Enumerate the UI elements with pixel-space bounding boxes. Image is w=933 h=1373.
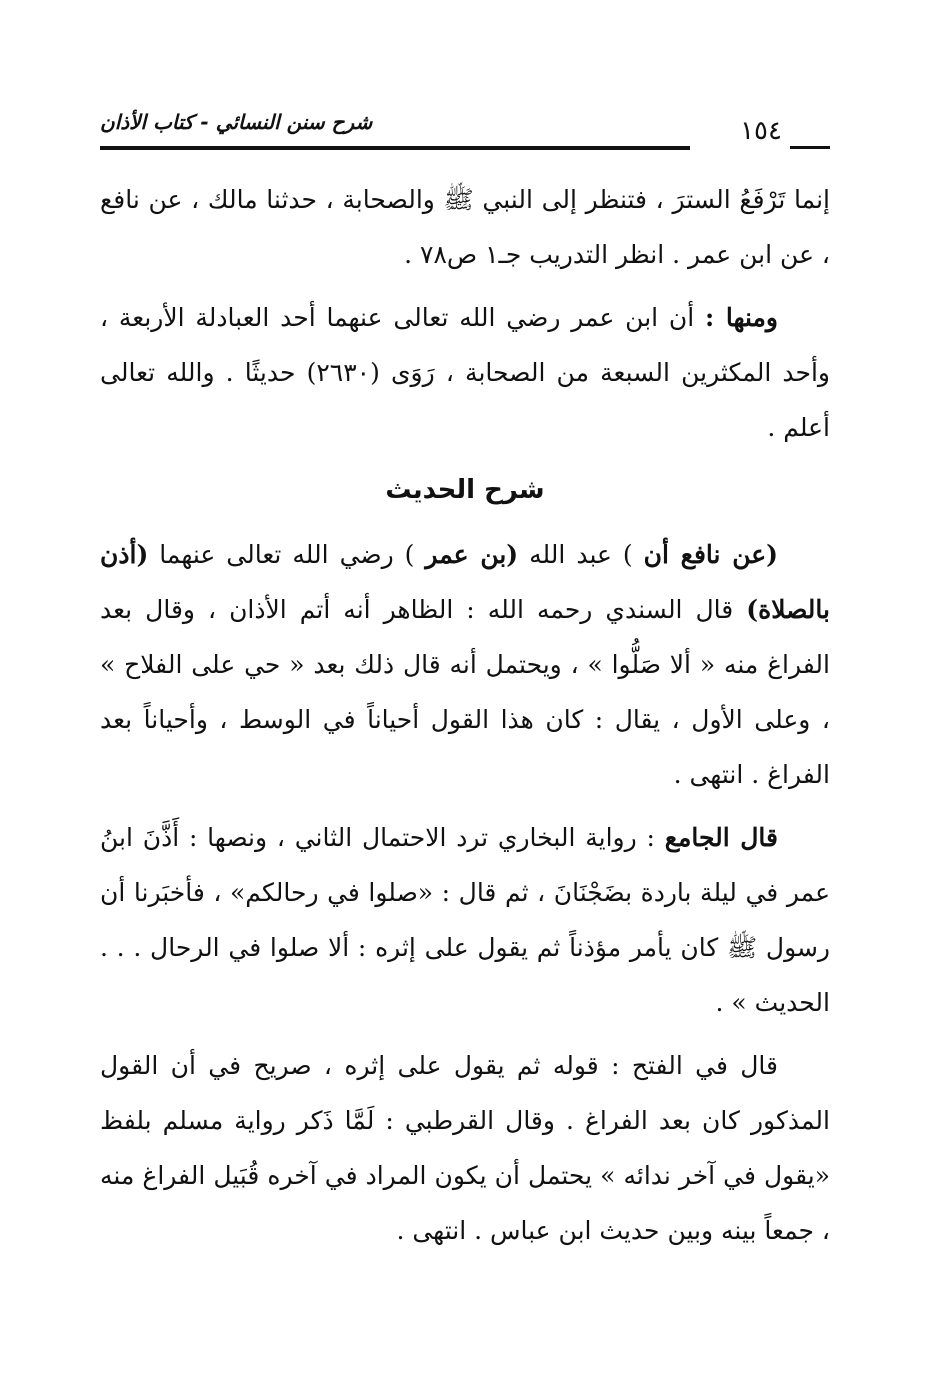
paragraph-3-part-d: ) رضي الله تعالى عنهما	[148, 540, 426, 569]
paragraph-4-text: : رواية البخاري ترد الاحتمال الثاني ، ونصها : أَذَّنَ ابنُ عمر في ليلة باردة بضَجْنَانَ ، ثم قال : «صلوا في رحالكم» ، فأخبَرنا أن رسول ﷺ كان يأمر مؤذناً ثم يقول على إثره : ألا صلوا في الرحال . . . الحديث » .	[100, 823, 830, 1017]
section-heading: شرح الحديث	[385, 475, 545, 505]
paragraph-3	[100, 527, 830, 802]
paragraph-2-lead: ومنها :	[705, 303, 778, 332]
paragraph-5: قال في الفتح : قوله ثم يقول على إثره ، صريح في أن القول المذكور كان بعد الفراغ . وقال القرطبي : لَمَّا ذَكر رواية مسلم بلفظ «يقول في آخر ندائه » يحتمل أن يكون المراد في آخره قُبَيل الفراغ منه ، جمعاً بينه وبين حديث ابن عباس . انتهى .	[100, 1051, 830, 1245]
paragraph-4	[100, 810, 830, 1030]
page-body	[100, 172, 830, 1266]
page-header	[100, 104, 830, 154]
paragraph-4-lead: قال الجامع	[664, 823, 778, 852]
paragraph-1: إنما تَرْفَعُ السترَ ، فتنظر إلى النبي ﷺ والصحابة ، حدثنا مالك ، عن نافع ، عن ابن عمر . انظر التدريب جـ١ ص٧٨ .	[100, 185, 830, 269]
paragraph-2	[100, 290, 830, 455]
paragraph-2-text: أن ابن عمر رضي الله تعالى عنهما أحد العبادلة الأربعة ، وأحد المكثرين السبعة من الصحابة ، رَوَى (٢٦٣٠) حديثًا . والله تعالى أعلم .	[100, 303, 831, 442]
paragraph-3-part-f: قال السندي رحمه الله : الظاهر أنه أتم الأذان ، وقال بعد الفراغ منه « ألا صَلُّوا » ، ويحتمل أنه قال ذلك بعد « حي على الفلاح » ، وعلى الأول ، يقال : كان هذا القول أحياناً في الوسط ، وأحياناً بعد الفراغ . انتهى .	[100, 595, 830, 789]
paragraph-3-part-b: ) عبد الله	[518, 540, 644, 569]
header-rule	[100, 146, 690, 150]
page-number-dash	[790, 146, 830, 149]
hadith-fragment-1: (عن نافع أن	[643, 540, 779, 569]
hadith-fragment-3: (أذن بالصلاة)	[100, 540, 830, 624]
hadith-fragment-2: (بن عمر	[425, 540, 519, 569]
page-number: ١٥٤	[740, 116, 782, 146]
running-title: شرح سنن النسائي - كتاب الأذان	[100, 110, 373, 134]
